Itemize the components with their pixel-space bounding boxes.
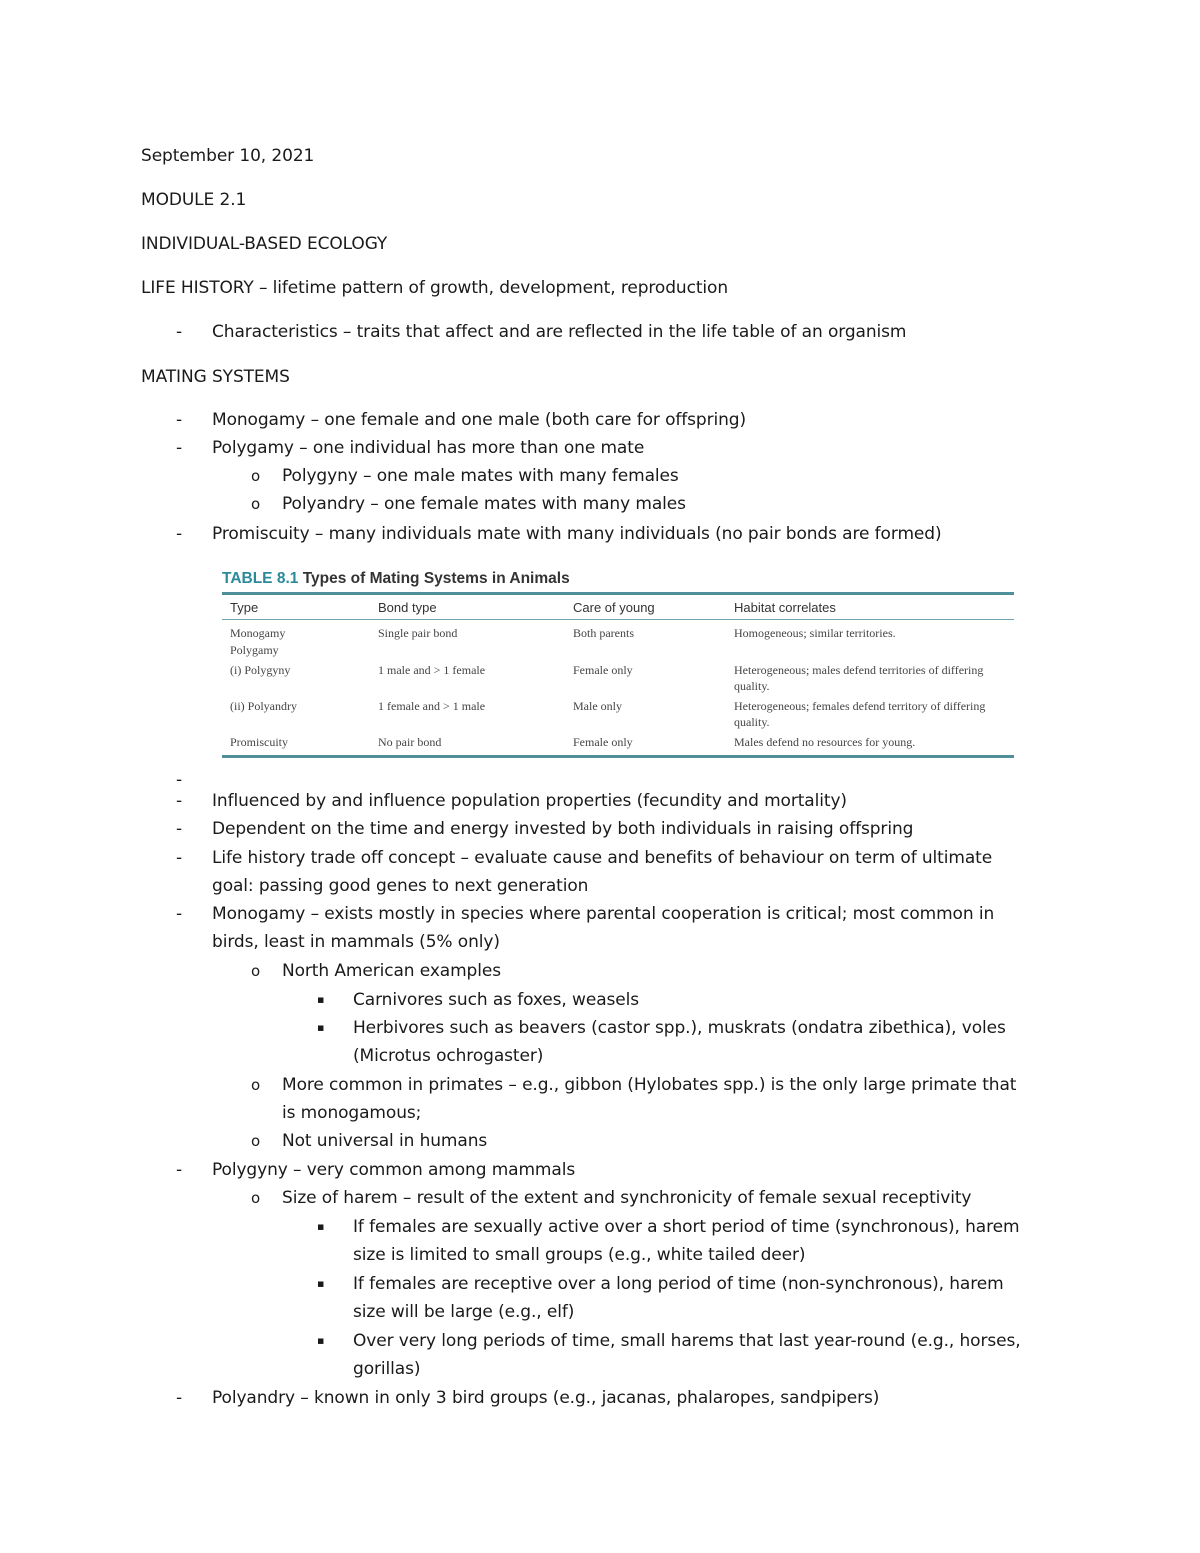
- cell-care: [565, 641, 726, 661]
- influenced-item: Influenced by and influence population properties (fecundity and mortality): [212, 791, 847, 811]
- harem-size-item: Size of harem – result of the extent and synchronicity of female sexual receptivity: [282, 1188, 972, 1208]
- cell-bond: 1 male and > 1 female: [378, 663, 486, 677]
- tradeoff-item-line2: goal: passing good genes to next generation: [212, 876, 589, 896]
- circle-bullet: o: [251, 1076, 261, 1094]
- monogamy-item: Monogamy – one female and one male (both care for offspring): [212, 410, 747, 430]
- cell-type: (i) Polygyny: [230, 663, 291, 677]
- table-row: [222, 697, 1014, 733]
- cell-care: Female only: [573, 663, 633, 677]
- square-bullet: ▪: [317, 1334, 325, 1347]
- dash-bullet: -: [176, 848, 183, 868]
- table-row: [222, 641, 1014, 661]
- herbivores-item-line2: (Microtus ochrogaster): [353, 1046, 544, 1066]
- cell-bond: Single pair bond: [378, 626, 458, 640]
- long-period-item-line2: size will be large (e.g., elf): [353, 1302, 575, 1322]
- cell-habitat: Heterogeneous; females defend territory of differing quality.: [734, 699, 986, 729]
- square-bullet: ▪: [317, 1021, 325, 1034]
- cell-habitat: Heterogeneous; males defend territories of differing quality.: [734, 663, 984, 693]
- tradeoff-item-line1: Life history trade off concept – evaluate cause and benefits of behaviour on term of ultimate: [212, 848, 993, 868]
- cell-bond: [370, 641, 565, 661]
- table-row: [222, 661, 1014, 697]
- table-caption: [222, 570, 1014, 588]
- dash-bullet: -: [176, 322, 183, 342]
- dash-bullet: -: [176, 410, 183, 430]
- table-row: [222, 620, 1014, 641]
- cell-care: Both parents: [573, 626, 634, 640]
- dash-bullet: -: [176, 1388, 183, 1408]
- promiscuity-item: Promiscuity – many individuals mate with many individuals (no pair bonds are formed): [212, 524, 942, 544]
- polygyny-note: Polygyny – very common among mammals: [212, 1160, 576, 1180]
- section-title: INDIVIDUAL-BASED ECOLOGY: [141, 234, 388, 254]
- header-habitat-correlates: Habitat correlates: [734, 599, 836, 615]
- circle-bullet: o: [251, 962, 261, 980]
- circle-bullet: o: [251, 1132, 261, 1150]
- square-bullet: ▪: [317, 1220, 325, 1233]
- table-number: TABLE 8.1: [222, 570, 299, 587]
- primates-item-line2: is monogamous;: [282, 1103, 422, 1123]
- polygyny-item: Polygyny – one male mates with many females: [282, 466, 679, 486]
- polyandry-note: Polyandry – known in only 3 bird groups (e.g., jacanas, phalaropes, sandpipers): [212, 1388, 880, 1408]
- cell-type: Promiscuity: [230, 735, 289, 749]
- dash-bullet: -: [176, 904, 183, 924]
- dash-bullet: -: [176, 1160, 183, 1180]
- cell-habitat: Males defend no resources for young.: [734, 735, 916, 749]
- herbivores-item-line1: Herbivores such as beavers (castor spp.), muskrats (ondatra zibethica), voles: [353, 1018, 1006, 1038]
- life-history-definition: LIFE HISTORY – lifetime pattern of growth, development, reproduction: [141, 278, 729, 298]
- header-bond-type: Bond type: [378, 599, 437, 615]
- very-long-period-item-line2: gorillas): [353, 1359, 421, 1379]
- circle-bullet: o: [251, 495, 261, 513]
- monogamy-note-line1: Monogamy – exists mostly in species where parental cooperation is critical; most common in: [212, 904, 995, 924]
- table-header-row: [222, 595, 1014, 619]
- dash-bullet: -: [176, 819, 183, 839]
- cell-care: Female only: [573, 735, 633, 749]
- cell-bond: 1 female and > 1 male: [378, 699, 486, 713]
- short-period-item-line2: size is limited to small groups (e.g., white tailed deer): [353, 1245, 806, 1265]
- cell-type: Polygamy: [230, 643, 279, 657]
- humans-item: Not universal in humans: [282, 1131, 488, 1151]
- primates-item-line1: More common in primates – e.g., gibbon (Hylobates spp.) is the only large primate that: [282, 1075, 1017, 1095]
- module-label: MODULE 2.1: [141, 190, 247, 210]
- dash-bullet: -: [176, 791, 183, 811]
- short-period-item-line1: If females are sexually active over a short period of time (synchronous), harem: [353, 1217, 1020, 1237]
- cell-type: (ii) Polyandry: [230, 699, 297, 713]
- long-period-item-line1: If females are receptive over a long period of time (non-synchronous), harem: [353, 1274, 1004, 1294]
- dependent-item: Dependent on the time and energy invested by both individuals in raising offspring: [212, 819, 914, 839]
- mating-systems-heading: MATING SYSTEMS: [141, 367, 290, 387]
- cell-habitat: [726, 641, 1014, 661]
- characteristics-item: Characteristics – traits that affect and are reflected in the life table of an organism: [212, 322, 907, 342]
- square-bullet: ▪: [317, 1277, 325, 1290]
- dash-bullet: -: [176, 524, 183, 544]
- header-type: Type: [230, 599, 259, 615]
- cell-bond: No pair bond: [378, 735, 442, 749]
- very-long-period-item-line1: Over very long periods of time, small harems that last year-round (e.g., horses,: [353, 1331, 1021, 1351]
- header-care-of-young: Care of young: [573, 599, 655, 615]
- polygamy-item: Polygamy – one individual has more than one mate: [212, 438, 645, 458]
- table-bottom-rule: [222, 755, 1014, 758]
- table-title-text: Types of Mating Systems in Animals: [302, 570, 570, 587]
- polyandry-item: Polyandry – one female mates with many males: [282, 494, 686, 514]
- mating-systems-table: [222, 595, 1014, 755]
- north-american-examples-item: North American examples: [282, 961, 501, 981]
- cell-type: Monogamy: [230, 626, 286, 640]
- circle-bullet: o: [251, 467, 261, 485]
- carnivores-item: Carnivores such as foxes, weasels: [353, 990, 640, 1010]
- cell-care: Male only: [573, 699, 622, 713]
- date-line: September 10, 2021: [141, 146, 315, 166]
- monogamy-note-line2: birds, least in mammals (5% only): [212, 932, 500, 952]
- mating-systems-table-figure: [222, 570, 1014, 758]
- table-row: [222, 733, 1014, 755]
- circle-bullet: o: [251, 1189, 261, 1207]
- square-bullet: ▪: [317, 993, 325, 1006]
- cell-habitat: Homogeneous; similar territories.: [734, 626, 896, 640]
- dash-bullet: -: [176, 438, 183, 458]
- dash-bullet: -: [176, 770, 183, 790]
